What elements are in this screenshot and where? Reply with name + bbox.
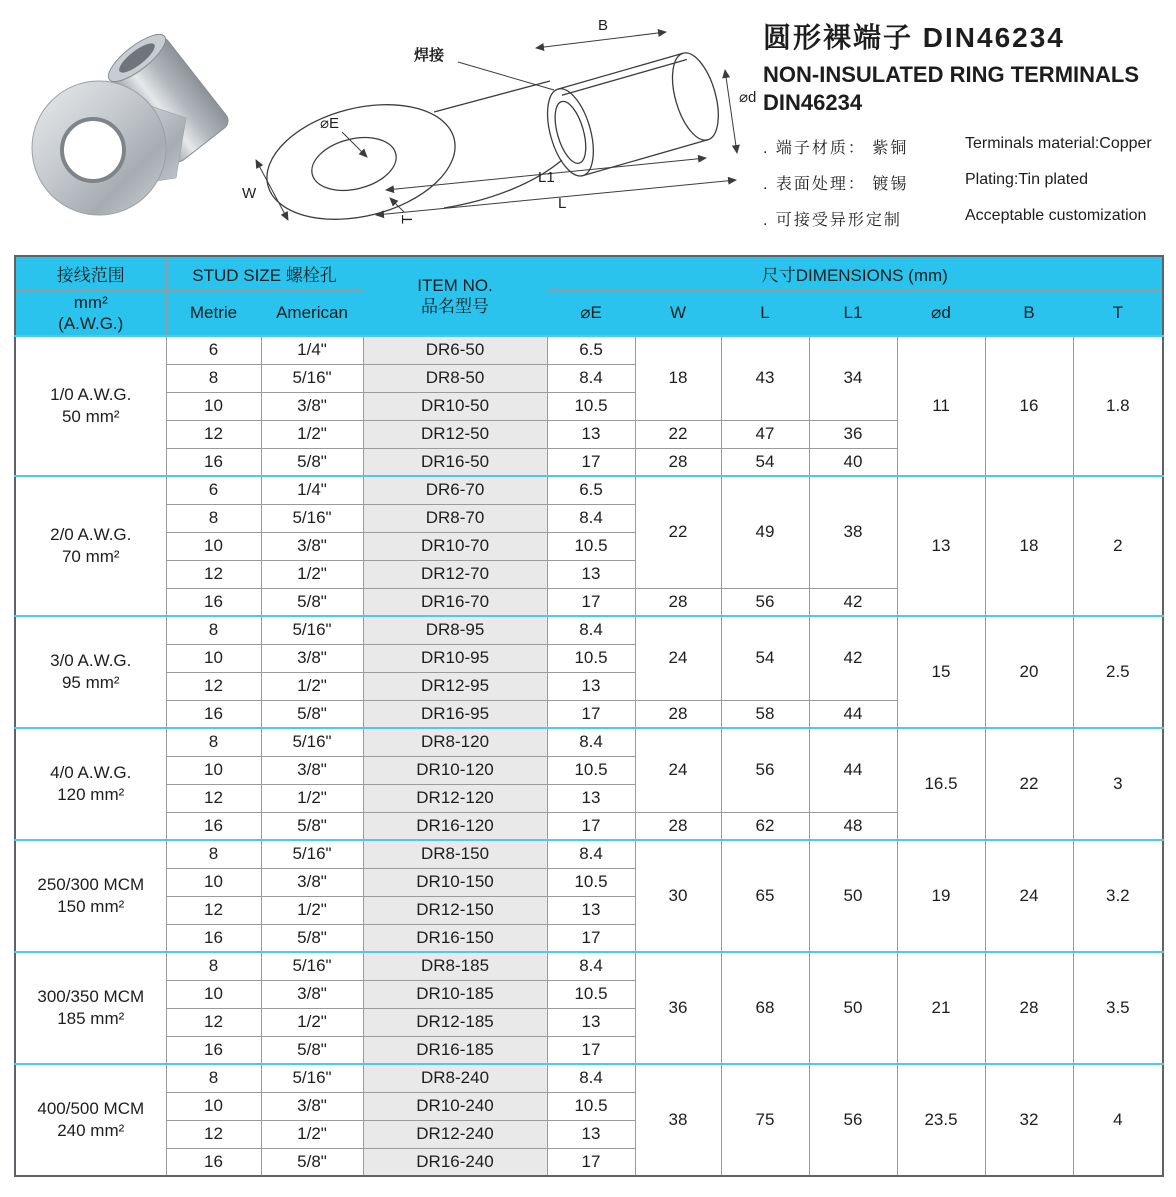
dim-e-cell: 17 [547, 1036, 635, 1064]
dim-l1-cell: 50 [809, 840, 897, 952]
product-photo [6, 20, 236, 222]
metric-cell: 8 [166, 1064, 261, 1092]
wire-range-cell: 400/500 MCM 240 mm² [15, 1064, 166, 1176]
american-cell: 1/2" [261, 1008, 363, 1036]
dim-e-cell: 6.5 [547, 476, 635, 504]
dim-l-cell: 54 [721, 616, 809, 700]
dim-e-cell: 13 [547, 1008, 635, 1036]
metric-cell: 8 [166, 952, 261, 980]
table-row [15, 840, 1163, 868]
wire-range-cell: 1/0 A.W.G. 50 mm² [15, 336, 166, 476]
dim-label-l1: L1 [538, 169, 555, 186]
item-no-label-zh: 品名型号 [421, 297, 490, 316]
wire-range-awg: (A.W.G.) [58, 313, 124, 333]
dim-w-cell: 24 [635, 728, 721, 812]
dim-l-cell: 65 [721, 840, 809, 952]
wire-range-cell: 300/350 MCM 185 mm² [15, 952, 166, 1064]
dim-t-cell: 3.2 [1073, 840, 1163, 952]
item-no-cell: DR8-50 [363, 364, 547, 392]
dim-e-cell: 8.4 [547, 728, 635, 756]
dim-l1-cell: 34 [809, 336, 897, 420]
spec-table-body [15, 336, 1163, 1176]
dim-e-cell: 13 [547, 672, 635, 700]
col-header-dim-d: ⌀d [897, 290, 985, 336]
dim-l-cell: 54 [721, 448, 809, 476]
american-cell: 5/16" [261, 728, 363, 756]
dim-t-cell: 1.8 [1073, 336, 1163, 476]
dim-l1-cell: 44 [809, 728, 897, 812]
dim-e-cell: 8.4 [547, 1064, 635, 1092]
metric-cell: 12 [166, 420, 261, 448]
dim-b-cell: 20 [985, 616, 1073, 728]
dim-d-cell: 23.5 [897, 1064, 985, 1176]
dim-label-e: ⌀E [320, 115, 340, 132]
dim-l1-cell: 40 [809, 448, 897, 476]
item-no-cell: DR8-95 [363, 616, 547, 644]
metric-cell: 12 [166, 560, 261, 588]
american-cell: 5/8" [261, 1148, 363, 1176]
american-cell: 5/16" [261, 1064, 363, 1092]
american-cell: 3/8" [261, 868, 363, 896]
item-no-cell: DR10-185 [363, 980, 547, 1008]
dim-e-cell: 17 [547, 448, 635, 476]
american-cell: 1/2" [261, 672, 363, 700]
metric-cell: 16 [166, 924, 261, 952]
dim-t-cell: 3 [1073, 728, 1163, 840]
dim-l-cell: 62 [721, 812, 809, 840]
metric-cell: 10 [166, 392, 261, 420]
american-cell: 1/4" [261, 336, 363, 364]
dim-w-cell: 24 [635, 616, 721, 700]
table-row [15, 728, 1163, 756]
metric-cell: 16 [166, 1148, 261, 1176]
wire-range-unit: mm² [73, 292, 108, 312]
col-header-metric: Metrie [166, 290, 261, 336]
american-cell: 3/8" [261, 644, 363, 672]
dim-b-cell: 18 [985, 476, 1073, 616]
dim-l1-cell: 56 [809, 1064, 897, 1176]
dim-t-cell: 4 [1073, 1064, 1163, 1176]
item-no-cell: DR12-150 [363, 896, 547, 924]
dim-d-cell: 13 [897, 476, 985, 616]
dim-d-cell: 15 [897, 616, 985, 728]
table-row [15, 616, 1163, 644]
dim-label-l: L [558, 195, 567, 212]
metric-cell: 6 [166, 336, 261, 364]
col-header-dim-b: B [985, 290, 1073, 336]
col-header-stud-size: STUD SIZE 螺栓孔 [166, 256, 363, 290]
dim-e-cell: 17 [547, 700, 635, 728]
item-no-cell: DR12-240 [363, 1120, 547, 1148]
item-no-cell: DR6-70 [363, 476, 547, 504]
page-title-en-line2: DIN46234 [763, 89, 863, 115]
american-cell: 3/8" [261, 980, 363, 1008]
metric-cell: 16 [166, 700, 261, 728]
dim-l-cell: 68 [721, 952, 809, 1064]
dim-l-cell: 47 [721, 420, 809, 448]
table-row [15, 336, 1163, 364]
american-cell: 1/2" [261, 560, 363, 588]
dim-label-weld: 焊接 [414, 47, 445, 64]
american-cell: 5/8" [261, 588, 363, 616]
american-cell: 5/8" [261, 812, 363, 840]
american-cell: 1/2" [261, 896, 363, 924]
metric-cell: 8 [166, 840, 261, 868]
dim-l1-cell: 42 [809, 616, 897, 700]
page-title-en [763, 61, 1173, 116]
american-cell: 5/16" [261, 952, 363, 980]
metric-cell: 16 [166, 588, 261, 616]
american-cell: 3/8" [261, 392, 363, 420]
dim-e-cell: 17 [547, 924, 635, 952]
dim-e-cell: 8.4 [547, 616, 635, 644]
dim-w-cell: 28 [635, 448, 721, 476]
item-no-cell: DR12-50 [363, 420, 547, 448]
dim-e-cell: 8.4 [547, 840, 635, 868]
item-no-cell: DR10-120 [363, 756, 547, 784]
item-no-cell: DR10-150 [363, 868, 547, 896]
item-no-cell: DR16-240 [363, 1148, 547, 1176]
col-header-wire-range: 接线范围 [15, 256, 166, 290]
dim-e-cell: 17 [547, 1148, 635, 1176]
dim-d-cell: 11 [897, 336, 985, 476]
dim-e-cell: 13 [547, 1120, 635, 1148]
dim-label-d: ⌀d [739, 89, 757, 106]
dim-w-cell: 22 [635, 476, 721, 588]
col-header-american: American [261, 290, 363, 336]
dim-e-cell: 8.4 [547, 364, 635, 392]
dim-w-cell: 18 [635, 336, 721, 420]
dim-l1-cell: 48 [809, 812, 897, 840]
metric-cell: 10 [166, 1092, 261, 1120]
american-cell: 3/8" [261, 1092, 363, 1120]
item-no-cell: DR6-50 [363, 336, 547, 364]
metric-cell: 6 [166, 476, 261, 504]
note-custom-zh: . 可接受异形定制 [763, 212, 902, 229]
item-no-cell: DR12-95 [363, 672, 547, 700]
dim-e-cell: 13 [547, 560, 635, 588]
ring-terminal-photo [6, 20, 236, 222]
dim-e-cell: 17 [547, 588, 635, 616]
item-no-cell: DR8-240 [363, 1064, 547, 1092]
dim-e-cell: 13 [547, 420, 635, 448]
dim-label-b: B [598, 17, 609, 34]
dim-l1-cell: 36 [809, 420, 897, 448]
item-no-cell: DR8-150 [363, 840, 547, 868]
wire-range-cell: 4/0 A.W.G. 120 mm² [15, 728, 166, 840]
metric-cell: 8 [166, 504, 261, 532]
dim-l-cell: 56 [721, 728, 809, 812]
col-header-dim-l1: L1 [809, 290, 897, 336]
note-plating-zh: . 表面处理： 镀锡 [763, 176, 909, 193]
dim-d-cell: 16.5 [897, 728, 985, 840]
item-no-cell: DR12-70 [363, 560, 547, 588]
page-title-zh: 圆形裸端子 DIN46234 [763, 22, 1065, 53]
metric-cell: 10 [166, 756, 261, 784]
spec-table-header [15, 256, 1163, 336]
metric-cell: 10 [166, 644, 261, 672]
item-no-label-en: ITEM NO. [417, 275, 493, 295]
dim-l1-cell: 50 [809, 952, 897, 1064]
page-title-en-line1: NON-INSULATED RING TERMINALS [763, 62, 1140, 87]
item-no-cell: DR8-120 [363, 728, 547, 756]
dim-label-w: W [242, 185, 257, 202]
metric-cell: 8 [166, 728, 261, 756]
item-no-cell: DR16-185 [363, 1036, 547, 1064]
item-no-cell: DR16-120 [363, 812, 547, 840]
dim-e-cell: 6.5 [547, 336, 635, 364]
american-cell: 5/16" [261, 840, 363, 868]
wire-range-cell: 3/0 A.W.G. 95 mm² [15, 616, 166, 728]
dimension-diagram [236, 10, 764, 228]
dim-e-cell: 10.5 [547, 980, 635, 1008]
title-block [763, 16, 1173, 230]
dim-l-cell: 49 [721, 476, 809, 588]
col-header-dimensions: 尺寸DIMENSIONS (mm) [547, 256, 1163, 290]
american-cell: 1/2" [261, 784, 363, 812]
dim-e-cell: 10.5 [547, 1092, 635, 1120]
american-cell: 5/16" [261, 364, 363, 392]
dim-b-cell: 16 [985, 336, 1073, 476]
dim-e-cell: 10.5 [547, 644, 635, 672]
dim-e-cell: 10.5 [547, 532, 635, 560]
metric-cell: 10 [166, 980, 261, 1008]
american-cell: 3/8" [261, 532, 363, 560]
spec-table [14, 255, 1164, 1177]
dim-t-cell: 2 [1073, 476, 1163, 616]
item-no-cell: DR10-70 [363, 532, 547, 560]
item-no-cell: DR10-95 [363, 644, 547, 672]
dim-l1-cell: 42 [809, 588, 897, 616]
col-header-dim-e: ⌀E [547, 290, 635, 336]
dim-w-cell: 30 [635, 840, 721, 952]
american-cell: 1/2" [261, 420, 363, 448]
american-cell: 3/8" [261, 756, 363, 784]
note-plating-en: Plating:Tin plated [965, 171, 1089, 188]
note-material-en: Terminals material:Copper [965, 135, 1152, 152]
table-row [15, 476, 1163, 504]
item-no-cell: DR16-150 [363, 924, 547, 952]
metric-cell: 8 [166, 616, 261, 644]
col-header-dim-w: W [635, 290, 721, 336]
metric-cell: 16 [166, 812, 261, 840]
item-no-cell: DR10-240 [363, 1092, 547, 1120]
metric-cell: 10 [166, 532, 261, 560]
metric-cell: 16 [166, 1036, 261, 1064]
dim-w-cell: 28 [635, 700, 721, 728]
item-no-cell: DR8-185 [363, 952, 547, 980]
dim-e-cell: 10.5 [547, 756, 635, 784]
wire-range-cell: 250/300 MCM 150 mm² [15, 840, 166, 952]
dim-e-cell: 10.5 [547, 868, 635, 896]
american-cell: 5/8" [261, 448, 363, 476]
dim-t-cell: 2.5 [1073, 616, 1163, 728]
dim-b-cell: 22 [985, 728, 1073, 840]
metric-cell: 12 [166, 896, 261, 924]
dim-e-cell: 13 [547, 896, 635, 924]
table-row [15, 952, 1163, 980]
dim-e-cell: 8.4 [547, 952, 635, 980]
metric-cell: 12 [166, 1120, 261, 1148]
dim-w-cell: 28 [635, 812, 721, 840]
dim-w-cell: 38 [635, 1064, 721, 1176]
dim-b-cell: 24 [985, 840, 1073, 952]
dim-e-cell: 13 [547, 784, 635, 812]
technical-drawing [236, 10, 764, 228]
metric-cell: 12 [166, 672, 261, 700]
american-cell: 1/4" [261, 476, 363, 504]
item-no-cell: DR16-50 [363, 448, 547, 476]
table-row [15, 1064, 1163, 1092]
american-cell: 1/2" [261, 1120, 363, 1148]
item-no-cell: DR16-95 [363, 700, 547, 728]
dim-l-cell: 56 [721, 588, 809, 616]
american-cell: 5/8" [261, 924, 363, 952]
item-no-cell: DR8-70 [363, 504, 547, 532]
dim-b-cell: 32 [985, 1064, 1073, 1176]
metric-cell: 8 [166, 364, 261, 392]
dim-l1-cell: 38 [809, 476, 897, 588]
col-header-dim-l: L [721, 290, 809, 336]
dim-w-cell: 28 [635, 588, 721, 616]
dim-label-t: T [399, 214, 416, 224]
american-cell: 5/8" [261, 700, 363, 728]
material-notes [763, 135, 1173, 230]
item-no-cell: DR12-120 [363, 784, 547, 812]
dim-e-cell: 17 [547, 812, 635, 840]
dim-e-cell: 8.4 [547, 504, 635, 532]
dim-e-cell: 10.5 [547, 392, 635, 420]
dim-d-cell: 19 [897, 840, 985, 952]
note-material-zh: . 端子材质： 紫铜 [763, 140, 909, 157]
dim-l-cell: 58 [721, 700, 809, 728]
metric-cell: 12 [166, 784, 261, 812]
american-cell: 5/16" [261, 616, 363, 644]
dim-l-cell: 43 [721, 336, 809, 420]
col-header-dim-t: T [1073, 290, 1163, 336]
note-custom-en: Acceptable customization [965, 207, 1147, 224]
american-cell: 5/16" [261, 504, 363, 532]
metric-cell: 16 [166, 448, 261, 476]
item-no-cell: DR12-185 [363, 1008, 547, 1036]
dim-l-cell: 75 [721, 1064, 809, 1176]
metric-cell: 10 [166, 868, 261, 896]
american-cell: 5/8" [261, 1036, 363, 1064]
dim-b-cell: 28 [985, 952, 1073, 1064]
metric-cell: 12 [166, 1008, 261, 1036]
wire-range-cell: 2/0 A.W.G. 70 mm² [15, 476, 166, 616]
dim-d-cell: 21 [897, 952, 985, 1064]
item-no-cell: DR16-70 [363, 588, 547, 616]
col-header-wire-range-unit [15, 290, 166, 336]
col-header-item-no [363, 256, 547, 336]
dim-w-cell: 36 [635, 952, 721, 1064]
dim-t-cell: 3.5 [1073, 952, 1163, 1064]
dim-l1-cell: 44 [809, 700, 897, 728]
dim-w-cell: 22 [635, 420, 721, 448]
item-no-cell: DR10-50 [363, 392, 547, 420]
